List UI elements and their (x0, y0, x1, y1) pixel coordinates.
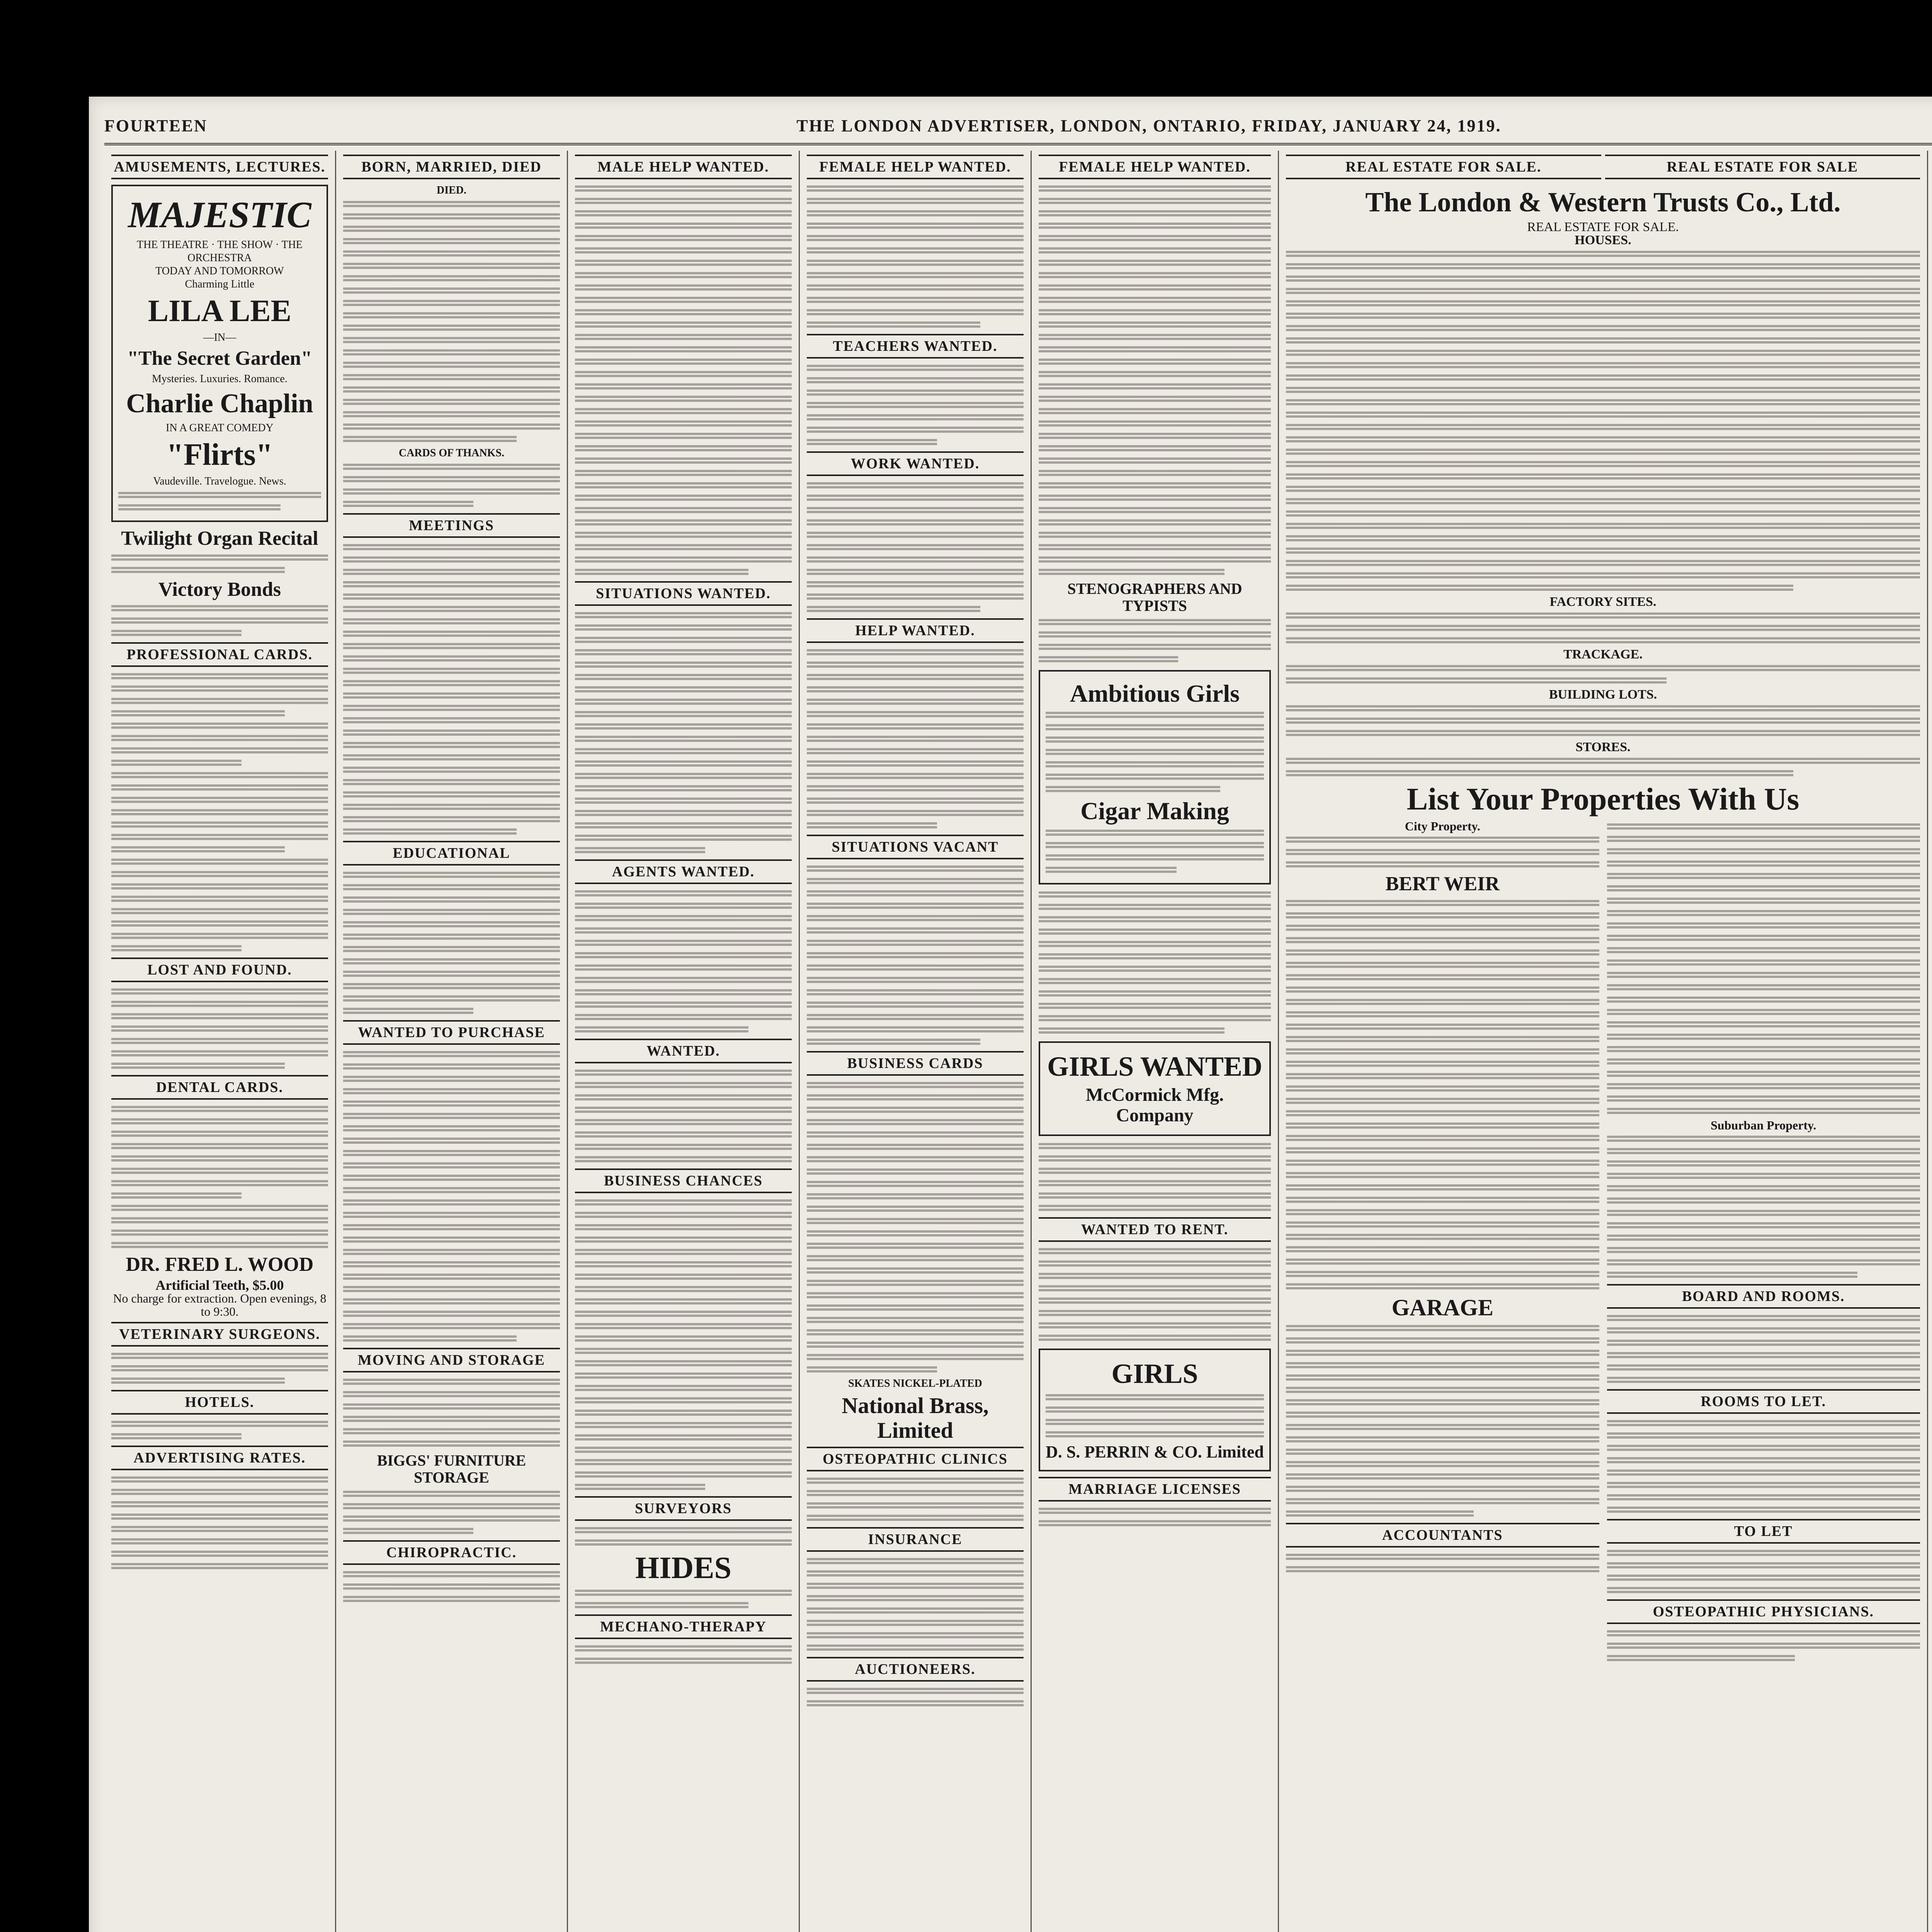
girls-wanted: GIRLS WANTED (1047, 1051, 1262, 1082)
section-rooms-to-let: ROOMS TO LET. (1607, 1389, 1920, 1414)
section-accountants: ACCOUNTANTS (1286, 1523, 1599, 1548)
section-educational: EDUCATIONAL (343, 841, 560, 866)
wood-ad-line1: Artificial Teeth, $5.00 (155, 1277, 284, 1293)
ambitious-title: Ambitious Girls (1070, 680, 1240, 707)
section-dental: DENTAL CARDS. (111, 1075, 328, 1100)
section-real-estate-1: REAL ESTATE FOR SALE. (1286, 155, 1601, 179)
trust-sub: REAL ESTATE FOR SALE. (1527, 220, 1679, 235)
section-surveyors: SURVEYORS (575, 1496, 792, 1521)
majestic-tagline: Mysteries. Luxuries. Romance. (152, 372, 287, 385)
trust-title: The London & Western Trusts Co., Ltd. (1365, 187, 1841, 218)
list-properties: List Your Properties With Us (1406, 781, 1799, 817)
garage-title: GARAGE (1391, 1294, 1493, 1320)
died-label: DIED. (436, 184, 466, 196)
section-mechano: MECHANO-THERAPY (575, 1614, 792, 1639)
steno-ad: STENOGRAPHERS AND TYPISTS (1067, 580, 1242, 614)
section-female-help-b: FEMALE HELP WANTED. (1039, 155, 1271, 179)
newspaper-page (89, 97, 1932, 1932)
section-situations-vacant: SITUATIONS VACANT (807, 835, 1024, 859)
majestic-charming: Charming Little (185, 278, 255, 290)
hides-ad: HIDES (635, 1551, 731, 1585)
section-vet: VETERINARY SURGEONS. (111, 1322, 328, 1347)
section-to-let: TO LET (1607, 1519, 1920, 1544)
section-auctioneers: AUCTIONEERS. (807, 1657, 1024, 1682)
perrin-ad (1039, 1349, 1271, 1471)
mccormick: McCormick Mfg. Company (1085, 1085, 1224, 1126)
stores-label: STORES. (1575, 740, 1631, 755)
section-business-cards: BUSINESS CARDS (807, 1051, 1024, 1076)
wood-ad-line2: No charge for extraction. Open evenings, 8 to 9:30. (113, 1291, 327, 1319)
section-work-wanted: WORK WANTED. (807, 451, 1024, 476)
column-male-help (568, 151, 800, 1932)
majestic-chaplin: Charlie Chaplin (126, 388, 313, 418)
wood-ad-name: DR. FRED L. WOOD (126, 1253, 314, 1276)
section-board-rooms: BOARD AND ROOMS. (1607, 1284, 1920, 1309)
majestic-flirts: "Flirts" (166, 438, 273, 472)
section-hotels: HOTELS. (111, 1390, 328, 1415)
section-moving: MOVING AND STORAGE (343, 1348, 560, 1372)
city-property: City Property. (1405, 819, 1480, 833)
column-female-help-b (1032, 151, 1279, 1932)
section-agents: AGENTS WANTED. (575, 859, 792, 884)
majestic-vaudeville: Vaudeville. Travelogue. News. (153, 475, 286, 488)
majestic-logo: MAJESTIC (128, 194, 311, 235)
suburban-property: Suburban Property. (1711, 1118, 1816, 1133)
section-osteo-clinics: OSTEOPATHIC CLINICS (807, 1447, 1024, 1471)
section-chiropractic: CHIROPRACTIC. (343, 1540, 560, 1565)
section-osteo-physicians: OSTEOPATHIC PHYSICIANS. (1607, 1599, 1920, 1624)
section-ad-rates: ADVERTISING RATES. (111, 1446, 328, 1470)
column-real-estate (1279, 151, 1928, 1932)
ambitious-girls-ad (1039, 670, 1271, 884)
victory-bonds: Victory Bonds (158, 578, 281, 600)
masthead-title: THE LONDON ADVERTISER, LONDON, ONTARIO, FRIDAY, JANUARY 24, 1919. (796, 116, 1502, 135)
majestic-sub: THE THEATRE · THE SHOW · THE ORCHESTRA (137, 238, 303, 264)
perrin-name: D. S. PERRIN & CO. Limited (1046, 1442, 1264, 1461)
column-born-married-died (336, 151, 568, 1932)
section-male-help: MALE HELP WANTED. (575, 155, 792, 179)
section-situations-wanted: SITUATIONS WANTED. (575, 581, 792, 606)
majestic-today: TODAY AND TOMORROW (155, 265, 284, 277)
majestic-comedy: IN A GREAT COMEDY (166, 422, 274, 434)
cards-of-thanks: CARDS OF THANKS. (398, 447, 505, 459)
section-female-help-a: FEMALE HELP WANTED. (807, 155, 1024, 179)
section-bmd: BORN, MARRIED, DIED (343, 155, 560, 179)
factory-label: FACTORY SITES. (1549, 595, 1656, 609)
national-brass: National Brass, Limited (842, 1393, 989, 1443)
majestic-ad (111, 185, 328, 522)
section-lost-found: LOST AND FOUND. (111, 957, 328, 982)
bert-weir-1: BERT WEIR (1385, 873, 1500, 895)
section-amusements: AMUSEMENTS, LECTURES. (111, 155, 328, 179)
column-right (1928, 151, 1932, 1932)
organ-recital: Twilight Organ Recital (121, 527, 318, 550)
section-marriage-licenses: MARRIAGE LICENSES (1039, 1477, 1271, 1502)
girls-title: GIRLS (1111, 1358, 1198, 1389)
majestic-star: LILA LEE (148, 294, 292, 328)
skates-ad: SKATES NICKEL-PLATED (848, 1378, 982, 1389)
trackage-label: TRACKAGE. (1563, 647, 1643, 662)
lots-label: BUILDING LOTS. (1549, 687, 1657, 702)
section-real-estate-2: REAL ESTATE FOR SALE (1605, 155, 1920, 179)
girls-wanted-ad (1039, 1041, 1271, 1136)
section-insurance: INSURANCE (807, 1527, 1024, 1552)
page-number: FOURTEEN (104, 116, 207, 135)
biggs-ad: BIGGS' FURNITURE STORAGE (377, 1452, 526, 1486)
section-wanted-to-rent: WANTED TO RENT. (1039, 1217, 1271, 1242)
section-teachers: TEACHERS WANTED. (807, 334, 1024, 359)
column-amusements (104, 151, 336, 1932)
houses-label: HOUSES. (1575, 233, 1631, 248)
section-help-wanted: HELP WANTED. (807, 618, 1024, 643)
masthead (104, 108, 1932, 145)
majestic-film: "The Secret Garden" (127, 347, 312, 369)
majestic-in: —IN— (203, 331, 236, 344)
cigar-making: Cigar Making (1080, 797, 1229, 825)
column-female-help-a (800, 151, 1032, 1932)
section-wanted: WANTED. (575, 1039, 792, 1063)
section-professional: PROFESSIONAL CARDS. (111, 642, 328, 667)
section-wanted-purchase: WANTED TO PURCHASE (343, 1020, 560, 1045)
section-business-chances: BUSINESS CHANCES (575, 1168, 792, 1193)
section-meetings: MEETINGS (343, 513, 560, 538)
